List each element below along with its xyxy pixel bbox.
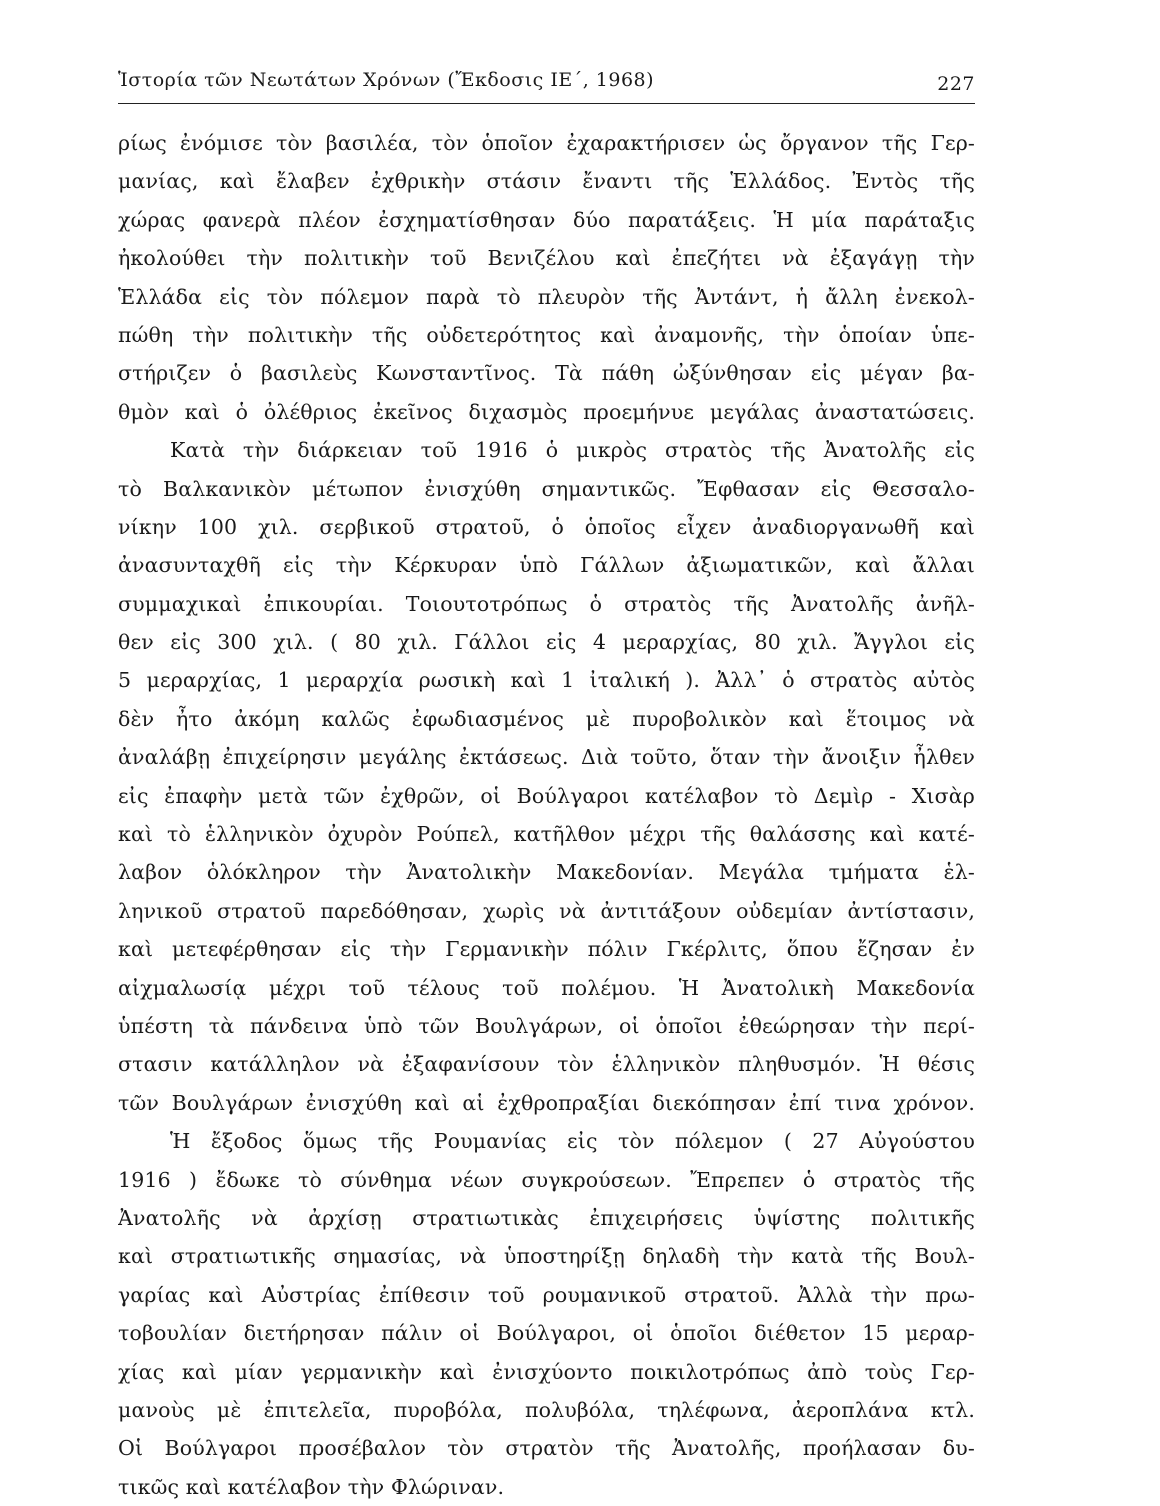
text-line: χίας καὶ μίαν γερμανικὴν καὶ ἐνισχύοντο ποικιλοτρόπως ἀπὸ τοὺς Γερ-: [118, 1359, 975, 1384]
text-line: θμὸν καὶ ὁ ὀλέθριος ἐκεῖνος διχασμὸς προεμήνυε μεγάλας ἀναστατώσεις.: [118, 399, 975, 424]
page-number: 227: [937, 73, 975, 95]
text-line: πώθη τὴν πολιτικὴν τῆς οὐδετερότητος καὶ ἀναμονῆς, τὴν ὁποίαν ὑπε-: [118, 322, 975, 347]
text-line: λαβον ὁλόκληρον τὴν Ἀνατολικὴν Μακεδονίαν. Μεγάλα τμήματα ἑλ-: [118, 860, 975, 885]
text-line: τῶν Βουλγάρων ἐνισχύθη καὶ αἱ ἐχθροπραξίαι διεκόπησαν ἐπί τινα χρόνον.: [118, 1090, 975, 1115]
text-line: θεν εἰς 300 χιλ. ( 80 χιλ. Γάλλοι εἰς 4 μεραρχίας, 80 χιλ. Ἄγγλοι εἰς: [118, 630, 975, 655]
text-line: γαρίας καὶ Αὐστρίας ἐπίθεσιν τοῦ ρουμανικοῦ στρατοῦ. Ἀλλὰ τὴν πρω-: [118, 1282, 975, 1307]
text-line: ἠκολούθει τὴν πολιτικὴν τοῦ Βενιζέλου καὶ ἐπεζήτει νὰ ἐξαγάγῃ τὴν: [118, 246, 975, 271]
text-line: Ἡ ἔξοδος ὅμως τῆς Ρουμανίας εἰς τὸν πόλεμον ( 27 Αὐγούστου: [170, 1129, 975, 1154]
text-line: νίκην 100 χιλ. σερβικοῦ στρατοῦ, ὁ ὁποῖος εἶχεν ἀναδιοργανωθῆ καὶ: [118, 514, 975, 539]
text-line: Οἱ Βούλγαροι προσέβαλον τὸν στρατὸν τῆς Ἀνατολῆς, προήλασαν δυ-: [118, 1436, 975, 1461]
text-line: ὑπέστη τὰ πάνδεινα ὑπὸ τῶν Βουλγάρων, οἱ ὁποῖοι ἐθεώρησαν τὴν περί-: [118, 1013, 975, 1038]
text-line: εἰς ἐπαφὴν μετὰ τῶν ἐχθρῶν, οἱ Βούλγαροι κατέλαβον τὸ Δεμὶρ - Χισὰρ: [118, 783, 975, 808]
text-line: αἰχμαλωσίᾳ μέχρι τοῦ τέλους τοῦ πολέμου. Ἡ Ἀνατολικὴ Μακεδονία: [118, 975, 975, 1000]
text-line: Ἑλλάδα εἰς τὸν πόλεμον παρὰ τὸ πλευρὸν τῆς Ἀντάντ, ἡ ἄλλη ἐνεκολ-: [118, 284, 975, 309]
text-line: στήριζεν ὁ βασιλεὺς Κωνσταντῖνος. Τὰ πάθη ὠξύνθησαν εἰς μέγαν βα-: [118, 361, 975, 386]
text-line: ρίως ἐνόμισε τὸν βασιλέα, τὸν ὁποῖον ἐχαρακτήρισεν ὡς ὄργανον τῆς Γερ-: [118, 131, 975, 155]
running-head: [118, 62, 975, 98]
text-line: ἀναλάβῃ ἐπιχείρησιν μεγάλης ἐκτάσεως. Διὰ τοῦτο, ὅταν τὴν ἄνοιξιν ἦλθεν: [118, 745, 975, 770]
text-line: Κατὰ τὴν διάρκειαν τοῦ 1916 ὁ μικρὸς στρατὸς τῆς Ἀνατολῆς εἰς: [170, 438, 975, 463]
text-line: χώρας φανερὰ πλέον ἐσχηματίσθησαν δύο παρατάξεις. Ἡ μία παράταξις: [118, 207, 975, 232]
body-text: [118, 124, 975, 1506]
text-line: συμμαχικαὶ ἐπικουρίαι. Τοιουτοτρόπως ὁ στρατὸς τῆς Ἀνατολῆς ἀνῆλ-: [118, 591, 975, 616]
header-rule: [118, 103, 975, 104]
text-line: μανίας, καὶ ἔλαβεν ἐχθρικὴν στάσιν ἔναντι τῆς Ἑλλάδος. Ἐντὸς τῆς: [118, 169, 975, 194]
text-line: 5 μεραρχίας, 1 μεραρχία ρωσικὴ καὶ 1 ἰταλική ). Ἀλλ᾽ ὁ στρατὸς αὐτὸς: [118, 668, 975, 693]
text-line: 1916 ) ἔδωκε τὸ σύνθημα νέων συγκρούσεων. Ἔπρεπεν ὁ στρατὸς τῆς: [118, 1167, 975, 1192]
text-line: τὸ Βαλκανικὸν μέτωπον ἐνισχύθη σημαντικῶς. Ἔφθασαν εἰς Θεσσαλο-: [118, 476, 975, 501]
text-line: Ἀνατολῆς νὰ ἀρχίσῃ στρατιωτικὰς ἐπιχειρήσεις ὑψίστης πολιτικῆς: [118, 1205, 975, 1230]
text-line: καὶ τὸ ἑλληνικὸν ὀχυρὸν Ρούπελ, κατῆλθον μέχρι τῆς θαλάσσης καὶ κατέ-: [118, 822, 975, 847]
text-line: καὶ μετεφέρθησαν εἰς τὴν Γερμανικὴν πόλιν Γκέρλιτς, ὅπου ἔζησαν ἐν: [118, 937, 975, 962]
text-line: ἀνασυνταχθῆ εἰς τὴν Κέρκυραν ὑπὸ Γάλλων ἀξιωματικῶν, καὶ ἄλλαι: [118, 553, 975, 578]
text-line: καὶ στρατιωτικῆς σημασίας, νὰ ὑποστηρίξῃ δηλαδὴ τὴν κατὰ τῆς Βουλ-: [118, 1244, 975, 1269]
text-line: μανοὺς μὲ ἐπιτελεῖα, πυροβόλα, πολυβόλα, τηλέφωνα, ἀεροπλάνα κτλ.: [118, 1397, 975, 1422]
text-line: τικῶς καὶ κατέλαβον τὴν Φλώριναν.: [118, 1474, 505, 1499]
running-head-title: Ἱστορία τῶν Νεωτάτων Χρόνων (Ἔκδοσις ΙΕ΄, 1968): [118, 69, 655, 91]
text-line: δὲν ἦτο ἀκόμη καλῶς ἐφωδιασμένος μὲ πυροβολικὸν καὶ ἕτοιμος νὰ: [118, 706, 975, 731]
text-line: ληνικοῦ στρατοῦ παρεδόθησαν, χωρὶς νὰ ἀντιτάξουν οὐδεμίαν ἀντίστασιν,: [118, 898, 975, 923]
text-line: τοβουλίαν διετήρησαν πάλιν οἱ Βούλγαροι, οἱ ὁποῖοι διέθετον 15 μεραρ-: [118, 1321, 975, 1346]
text-line: στασιν κατάλληλον νὰ ἐξαφανίσουν τὸν ἑλληνικὸν πληθυσμόν. Ἡ θέσις: [118, 1052, 975, 1077]
